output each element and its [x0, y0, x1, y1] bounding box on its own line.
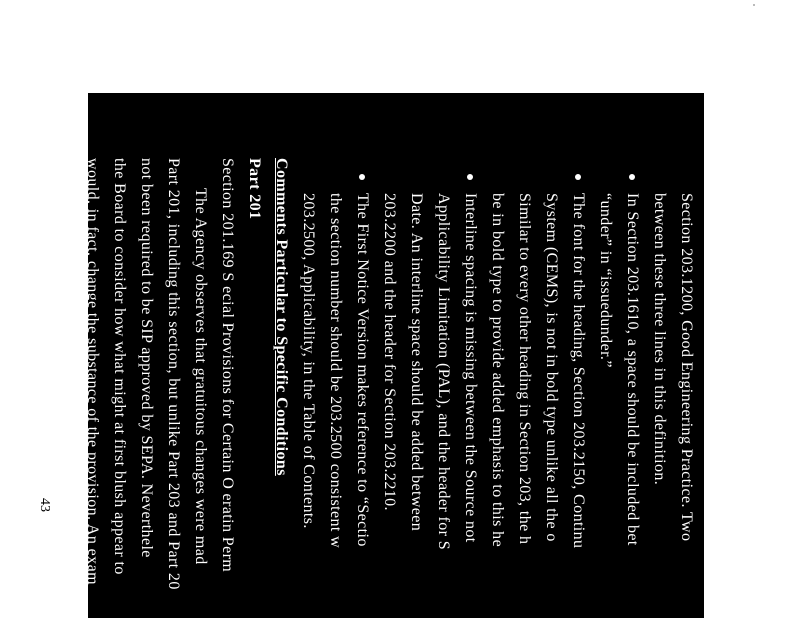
page-number-text: 43 [37, 498, 52, 512]
text-line: System (CEMS), is not in bold type unlike all the o [543, 193, 560, 542]
text-line: Part 201, including this section, but unlike Part 203 and Part 20 [165, 158, 182, 590]
text-line: Section 203.1200, Good Engineering Practice. Two [678, 193, 695, 542]
section-heading: Comments Particular to Specific Conditions [273, 158, 290, 476]
text-line: Applicability Limitation (PAL), and the header for S [435, 193, 452, 551]
bullet-icon [629, 174, 635, 180]
text-line: The First Notice Version makes reference to “Sectio [354, 193, 370, 547]
part-heading: Part 201 [246, 158, 263, 220]
text-line: would, in fact, change the substance of the provision. An exam [84, 158, 101, 585]
scan-speck [753, 4, 755, 6]
text-line: 203.2500, Applicability, in the Table of Contents. [300, 193, 317, 529]
text-line: 203.2200 and the header for Section 203.2210. [381, 193, 398, 511]
text-line: the Board to consider how what might at first blush appear to [111, 158, 128, 575]
page-text-block [84, 93, 704, 618]
text-line: Interline spacing is missing between the Source not [462, 193, 478, 543]
text-line: In Section 203.1610, a space should be included bet [624, 193, 640, 546]
text-line: the section number should be 203.2500 consistent w [327, 193, 344, 549]
text-line: The font for the heading, Section 203.2150, Continu [570, 193, 586, 548]
text-line: The Agency observes that gratuitous changes were mad [192, 188, 209, 565]
text-line: Similar to every other heading in Section 203, the h [516, 193, 533, 545]
text-line: “under” in “issuedunder.” [597, 193, 614, 368]
text-line: Date. An interline space should be added between [408, 193, 425, 532]
section-title: Section 201.169 S ecial Provisions for Certain O eratin Perm [219, 158, 236, 573]
text-line: between these three lines in this definition. [651, 193, 668, 486]
text-line: be in bold type to provide added emphasis to this he [489, 193, 506, 548]
bullet-icon [359, 174, 365, 180]
text-line: not been required to be SIP approved by SEPA. Neverthele [138, 158, 155, 558]
page-number [37, 498, 52, 524]
scanned-page-rotated [84, 93, 704, 618]
bullet-icon [575, 174, 581, 180]
bullet-icon [467, 174, 473, 180]
